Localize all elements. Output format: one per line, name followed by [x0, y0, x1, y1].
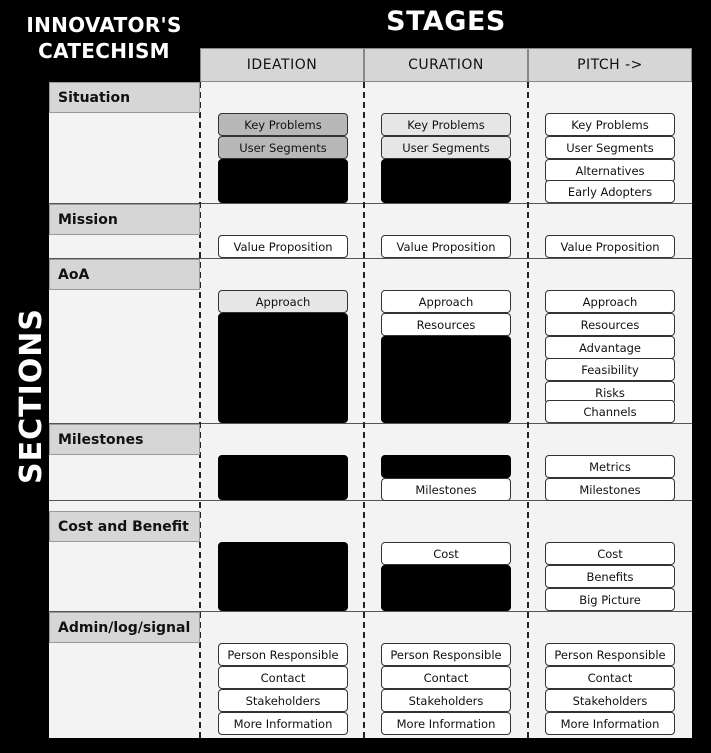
curation-value-proposition: Value Proposition [381, 235, 511, 258]
ideation-value-proposition: Value Proposition [218, 235, 348, 258]
pitch-user-segments: User Segments [545, 136, 675, 159]
stage-divider [363, 82, 365, 738]
ideation-contact: Contact [218, 666, 348, 689]
pitch-approach: Approach [545, 290, 675, 313]
curation-more-information: More Information [381, 712, 511, 735]
curation-redacted-block [381, 455, 511, 478]
curation-redacted-block [381, 565, 511, 611]
pitch-early-adopters: Early Adopters [545, 180, 675, 203]
stage-header-curation: CURATION [364, 48, 528, 82]
curation-cost: Cost [381, 542, 511, 565]
pitch-benefits: Benefits [545, 565, 675, 588]
ideation-key-problems: Key Problems [218, 113, 348, 136]
section-label-aoa: AoA [49, 259, 200, 290]
curation-stakeholders: Stakeholders [381, 689, 511, 712]
pitch-stakeholders: Stakeholders [545, 689, 675, 712]
stage-header-pitch: PITCH -> [528, 48, 692, 82]
curation-user-segments: User Segments [381, 136, 511, 159]
ideation-redacted-block [218, 455, 348, 500]
ideation-user-segments: User Segments [218, 136, 348, 159]
curation-approach: Approach [381, 290, 511, 313]
main-title [14, 12, 194, 64]
curation-redacted-block [381, 336, 511, 423]
pitch-contact: Contact [545, 666, 675, 689]
ideation-redacted-block [218, 542, 348, 611]
curation-resources: Resources [381, 313, 511, 336]
stage-header-ideation: IDEATION [200, 48, 364, 82]
pitch-advantage: Advantage [545, 336, 675, 359]
ideation-more-information: More Information [218, 712, 348, 735]
pitch-milestones: Milestones [545, 478, 675, 501]
curation-key-problems: Key Problems [381, 113, 511, 136]
pitch-value-proposition: Value Proposition [545, 235, 675, 258]
section-label-mission: Mission [49, 204, 200, 235]
ideation-approach: Approach [218, 290, 348, 313]
stage-divider [527, 82, 529, 738]
curation-contact: Contact [381, 666, 511, 689]
pitch-resources: Resources [545, 313, 675, 336]
pitch-risks: Risks [545, 381, 675, 404]
title-line-2: CATECHISM [38, 39, 170, 63]
pitch-alternatives: Alternatives [545, 159, 675, 182]
curation-milestones: Milestones [381, 478, 511, 501]
section-label-cost-benefit: Cost and Benefit [49, 511, 200, 542]
pitch-channels: Channels [545, 400, 675, 423]
section-label-situation: Situation [49, 82, 200, 113]
ideation-redacted-block [218, 159, 348, 203]
curation-redacted-block [381, 159, 511, 203]
title-line-1: INNOVATOR'S [26, 13, 182, 37]
curation-person-responsible: Person Responsible [381, 643, 511, 666]
sections-label: SECTIONS [14, 308, 49, 484]
pitch-big-picture: Big Picture [545, 588, 675, 611]
pitch-key-problems: Key Problems [545, 113, 675, 136]
pitch-more-information: More Information [545, 712, 675, 735]
pitch-feasibility: Feasibility [545, 358, 675, 381]
pitch-metrics: Metrics [545, 455, 675, 478]
ideation-stakeholders: Stakeholders [218, 689, 348, 712]
section-label-milestones: Milestones [49, 424, 200, 455]
pitch-person-responsible: Person Responsible [545, 643, 675, 666]
ideation-person-responsible: Person Responsible [218, 643, 348, 666]
section-label-admin: Admin/log/signal [49, 612, 200, 643]
stages-title: STAGES [386, 6, 506, 37]
pitch-cost: Cost [545, 542, 675, 565]
ideation-redacted-block [218, 313, 348, 423]
